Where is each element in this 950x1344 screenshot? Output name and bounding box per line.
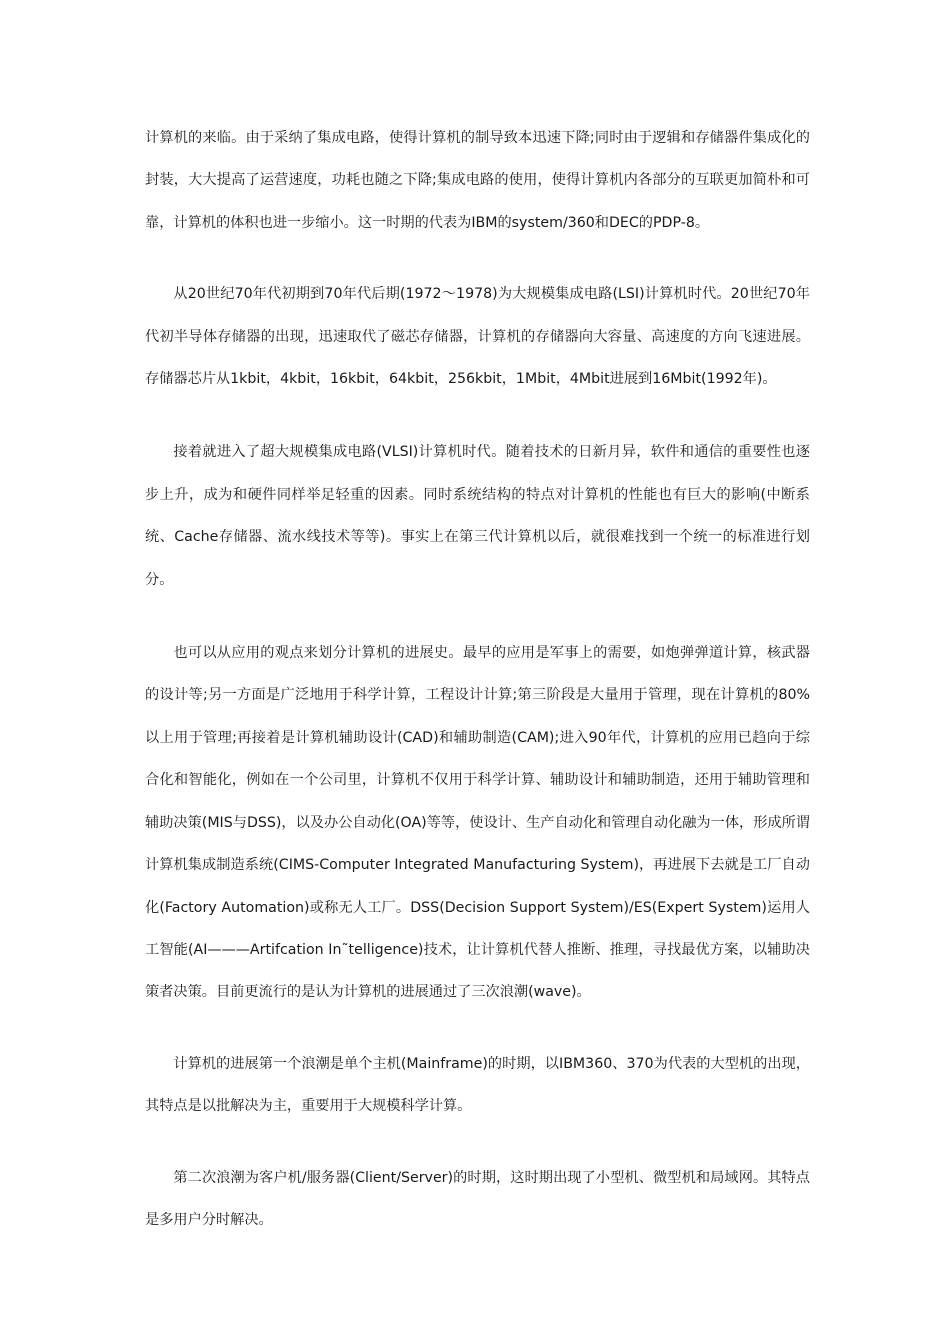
paragraph-second-wave: 第二次浪潮为客户机/服务器(Client/Server)的时期，这时期出现了小型机、微型机和局域网。其特点是多用户分时解决。 [145,1169,810,1228]
paragraph-gap [145,400,810,431]
document-body [145,117,810,1241]
paragraph-integrated-circuit-era: 计算机的来临。由于采纳了集成电路，使得计算机的制导致本迅速下降;同时由于逻辑和存储器件集成化的封装，大大提高了运营速度，功耗也随之下降;集成电路的使用，使得计算机内各部分的互联更加简朴和可靠，计算机的体积也进一步缩小。这一时期的代表为IBM的system/360和DEC的PDP-8。 [145,130,810,231]
paragraph-gap [145,601,810,632]
paragraph-application-history: 也可以从应用的观点来划分计算机的进展史。最早的应用是军事上的需要，如炮弹弹道计算，核武器的设计等;另一方面是广泛地用于科学计算，工程设计计算;第三阶段是大量用于管理，现在计算机的80%以上用于管理;再接着是计算机辅助设计(CAD)和辅助制造(CAM);进入90年代，计算机的应用已趋向于综合化和智能化，例如在一个公司里，计算机不仅用于科学计算、辅助设计和辅助制造，还用于辅助管理和辅助决策(MIS与DSS)，以及办公自动化(OA)等等，使设计、生产自动化和管理自动化融为一体，形成所谓计算机集成制造系统(CIMS-Computer Integrated Manufacturing System)，再进展下去就是工厂自动化(Factory Automation)或称无人工厂。DSS(Decision Support System)/ES(Expert System)运用人工智能(AI———Artifcation In˜telligence)技术，让计算机代替人推断、推理，寻找最优方案，以辅助决策者决策。目前更流行的是认为计算机的进展通过了三次浪潮(wave)。 [145,645,810,1001]
paragraph-gap [145,1014,810,1043]
paragraph-vlsi-era: 接着就进入了超大规模集成电路(VLSI)计算机时代。随着技术的日新月异，软件和通信的重要性也逐步上升，成为和硬件同样举足轻重的因素。同时系统结构的特点对计算机的性能也有巨大的影响(中断系统、Cache存储器、流水线技术等等)。事实上在第三代计算机以后，就很难找到一个统一的标准进行划分。 [145,444,810,588]
paragraph-lsi-era: 从20世纪70年代初期到70年代后期(1972～1978)为大规模集成电路(LSI)计算机时代。20世纪70年代初半导体存储器的出现，迅速取代了磁芯存储器，计算机的存储器向大容量、高速度的方向飞速进展。存储器芯片从1kbit，4kbit，16kbit，64kbit，256kbit，1Mbit，4Mbit进展到16Mbit(1992年)。 [145,286,810,388]
paragraph-gap [145,244,810,273]
paragraph-gap [145,1128,810,1157]
paragraph-first-wave: 计算机的进展第一个浪潮是单个主机(Mainframe)的时期，以IBM360、370为代表的大型机的出现，其特点是以批解决为主，重要用于大规模科学计算。 [145,1055,810,1115]
